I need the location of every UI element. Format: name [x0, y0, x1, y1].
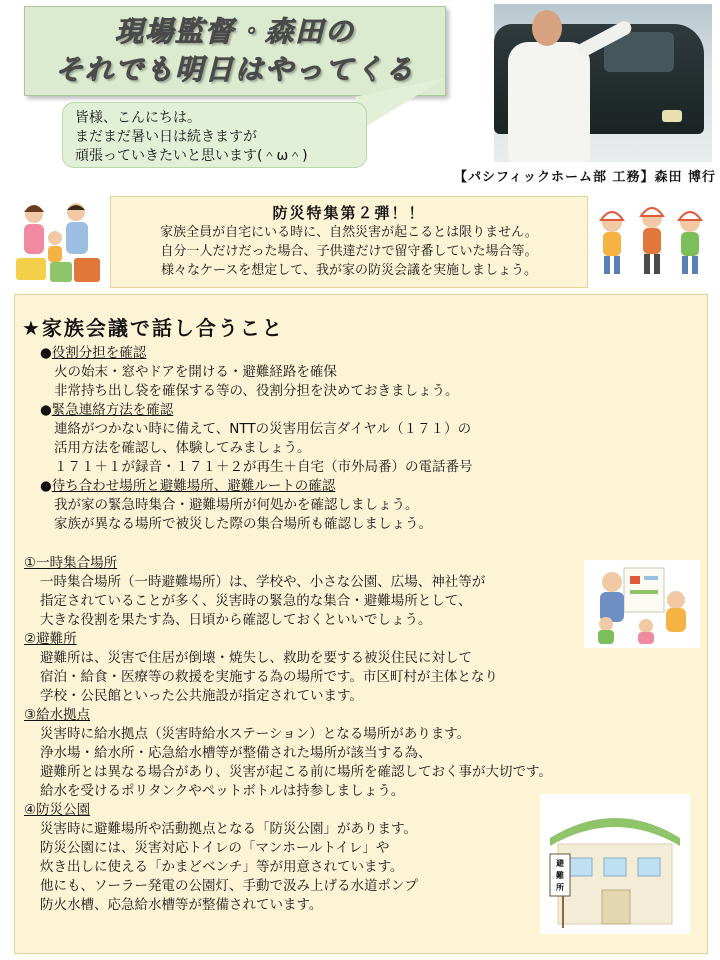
column-title-box — [24, 6, 446, 96]
truck-headlight — [662, 110, 682, 122]
bullet-title: 役割分担を確認 — [51, 345, 147, 361]
column-title-line2: それでも明日はやってくる — [54, 53, 415, 86]
bullet-line: 我が家の緊急時集合・避難場所が何処かを確認しましょう。 — [54, 497, 419, 513]
person-head — [532, 10, 562, 46]
family-illustration — [10, 196, 106, 288]
bullet-heading: ●緊急連絡方法を確認 — [40, 402, 174, 418]
main-heading: ★家族会議で話し合うこと — [22, 316, 284, 340]
greeting-line: まだまだ暑い日は続きますが — [75, 129, 257, 145]
section-line: 給水を受けるポリタンクやペットボトルは持参しましょう。 — [40, 783, 405, 799]
column-title-line1: 現場監督・森田の — [114, 15, 355, 48]
bullet-line: 連絡がつかない時に備えて、NTTの災害用伝言ダイヤル（１７１）の — [54, 421, 472, 437]
section-line: 大きな役割を果たす為、日頃から確認しておくといいでしょう。 — [40, 612, 432, 628]
bullet-heading: ●役割分担を確認 — [40, 345, 147, 361]
bullet-title: 待ち合わせ場所と避難場所、避難ルートの確認 — [51, 478, 336, 494]
author-credit: 【パシフィックホーム部 工務】森田 博行 — [453, 170, 716, 185]
section-line: 他にも、ソーラー発電の公園灯、手動で汲み上げる水道ポンプ — [40, 878, 418, 894]
park-sign-char: 所 — [556, 883, 564, 892]
section-line: 指定されていることが多く、災害時の緊急的な集合・避難場所として、 — [40, 593, 472, 609]
bullet-line: 活用方法を確認し、体験してみましょう。 — [54, 440, 311, 456]
feature-line: 家族全員が自宅にいる時に、自然災害が起こるとは限りません。 — [160, 225, 538, 240]
kids-helmet-illustration — [592, 200, 714, 286]
greeting-line: 頑張っていきたいと思います(＾ω＾) — [75, 148, 308, 164]
author-photo — [494, 4, 712, 162]
bullet-line: 家族が異なる場所で被災した際の集合場所も確認しましょう。 — [54, 516, 432, 532]
section-line: 避難所とは異なる場合があり、災害が起こる前に場所を確認しておく事が大切です。 — [40, 764, 552, 780]
section-line: 宿泊・給食・医療等の救援を実施する為の場所です。市区町村が主体となり — [40, 669, 498, 685]
section-line: 防災公園には、災害対応トイレの「マンホールトイレ」や — [40, 840, 390, 856]
greeting-speech-bubble — [62, 102, 367, 168]
feature-box — [110, 196, 588, 288]
section-line: 一時集合場所（一時避難場所）は、学校や、小さな公園、広場、神社等が — [40, 574, 486, 590]
section-line: 災害時に避難場所や活動拠点となる「防災公園」があります。 — [40, 821, 417, 837]
bullet-line: １７１＋１が録音・１７１＋２が再生＋自宅（市外局番）の電話番号 — [54, 459, 473, 475]
section-line: 防火水槽、応急給水槽等が整備されています。 — [40, 897, 323, 913]
feature-title: 防災特集第２弾！！ — [272, 204, 426, 222]
bullet-line: 非常持ち出し袋を確保する等の、役割分担を決めておきましょう。 — [54, 383, 459, 399]
section-line: 学校・公民館といった公共施設が指定されています。 — [40, 688, 363, 704]
greeting-line: 皆様、こんにちは。 — [75, 110, 201, 126]
section-title: ③給水拠点 — [24, 707, 91, 723]
person-body — [508, 42, 590, 162]
park-sign-char: 難 — [556, 871, 564, 880]
bullet-heading: ●待ち合わせ場所と避難場所、避難ルートの確認 — [40, 478, 336, 494]
section-title: ①一時集合場所 — [24, 555, 118, 571]
family-meeting-illustration — [584, 560, 700, 648]
section-line: 浄水場・給水所・応急給水槽等が整備された場所が該当する為、 — [40, 745, 432, 761]
section-line: 炊き出しに使える「かまどベンチ」等が用意されています。 — [40, 859, 404, 875]
section-title: ④防災公園 — [24, 802, 91, 818]
bullet-line: 火の始末・窓やドアを開ける・避難経路を確保 — [54, 364, 337, 380]
park-sign-char: 避 — [556, 859, 564, 868]
feature-line: 様々なケースを想定して、我が家の防災会議を実施しましょう。 — [160, 263, 538, 278]
feature-line: 自分一人だけだった場合、子供達だけで留守番していた場合等。 — [160, 244, 538, 259]
bullet-title: 緊急連絡方法を確認 — [51, 402, 174, 418]
section-line: 災害時に給水拠点（災害時給水ステーション）となる場所があります。 — [40, 726, 471, 742]
shelter-building-illustration — [540, 794, 690, 934]
section-line: 避難所は、災害で住居が倒壊・焼失し、救助を要する被災住民に対して — [40, 650, 472, 666]
section-title: ②避難所 — [24, 631, 77, 647]
